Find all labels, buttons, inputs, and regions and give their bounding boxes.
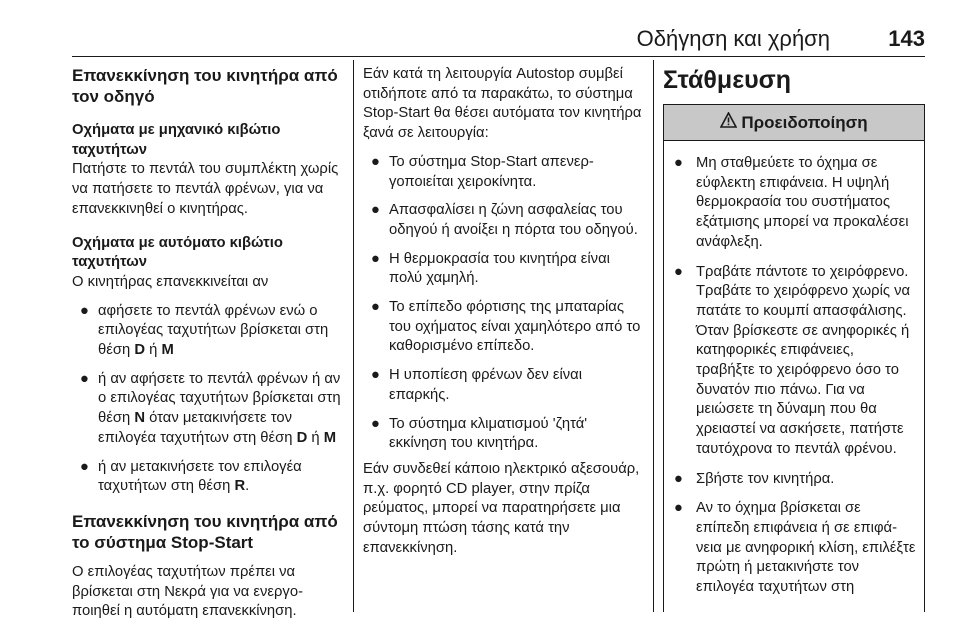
section-title: Οδήγηση και χρήση [636, 26, 830, 51]
list-item: ● Τραβάτε πάντοτε το χειρόφρενο. Τραβάτε το χειρόφρενο χωρίς να πατάτε το κουμπί απασφάλισης. Όταν βρίσκεστε σε ανηφορικές ή κατηφορικές επιφάνειες, τραβήξτε το χειρόφρενο όσο το δυνατόν πιο πάνω. Για να μειώσετε τη δύναμη που θα χρειαστεί να ασκήσετε, πατήστε ταυτόχρονα το πεντάλ φρένου. [674, 263, 911, 457]
bullet-icon: ● [371, 367, 380, 384]
page-header [72, 26, 925, 54]
list-item: ● Το επίπεδο φόρτισης της μπαταρίας του οχήματος είναι χαμηλότερο από το καθορισμένο επίπεδο. [371, 299, 641, 355]
bullet-icon: ● [80, 302, 89, 319]
list-item: ● Το σύστημα κλιματισμού 'ζητά' εκκίνηση του κινητήρα. [371, 415, 588, 452]
section-heading: Επανεκκίνηση του κινητήρα από τον οδηγό [72, 66, 338, 106]
section-heading: Επανεκκίνηση του κινητήρα από το σύστημα Stop-Start [72, 511, 338, 552]
list-item: ● Αν το όχημα βρίσκεται σε επίπεδη επιφάνεια ή σε επιφάνεια με ανηφορική κλίση, επιλέξτε πρώτη ή μετακινήστε τον επιλογέα ταχυτήτων στη [674, 500, 916, 596]
bullet-list [72, 302, 344, 497]
bullet-icon: ● [80, 458, 89, 475]
paragraph: Ο επιλογέας ταχυτήτων πρέπει να βρίσκεται στη Νεκρά για να ενεργοποιηθεί η αυτόματη επανεκκίνηση. [72, 563, 304, 620]
warning-triangle-icon [720, 112, 737, 133]
paragraph: Εάν συνδεθεί κάποιο ηλεκτρικό αξεσουάρ, π.χ. φορητό CD player, στην πρίζα ρεύματος, μπορεί να παρατηρήσετε μια σύντομη πτώση τάσης κατά την επανεκκίνηση. [363, 460, 640, 556]
list-item: ● Μη σταθμεύετε το όχημα σε εύφλεκτη επιφάνεια. Η υψηλή θερμοκρασία του συστήματος εξάτμισης μπορεί να προκαλέσει ανάφλεξη. [674, 155, 909, 250]
page-number: 143 [888, 26, 925, 51]
subheading-automatic: Οχήματα με αυτόματο κιβώτιο ταχυτήτων [72, 234, 283, 271]
bullet-list [672, 154, 916, 598]
column-divider [353, 60, 354, 612]
column-middle [363, 65, 644, 558]
bullet-list [363, 153, 644, 454]
bullet-icon: ● [674, 263, 683, 280]
bullet-icon: ● [371, 153, 380, 170]
column-left [72, 65, 344, 622]
list-item: ● ή αν αφήσετε το πεντάλ φρένων ή αν ο επιλογέας ταχυτήτων βρίσκεται στη θέση N όταν μετακινήσετε τον επιλογέα ταχυτήτων στη θέση D ή M [80, 370, 341, 446]
warning-box [663, 104, 925, 612]
list-item: ● Σβήστε τον κινητήρα. [672, 470, 916, 490]
list-item: ● ή αν μετακινήσετε τον επιλογέα ταχυτήτων στη θέση R. [80, 458, 302, 495]
paragraph: Πατήστε το πεντάλ του συμπλέκτη χωρίς να πατήσετε το πεντάλ φρένων, για να επανεκκινηθεί ο κινητήρας. [72, 161, 339, 217]
section-title-parking: Στάθμευση [663, 66, 792, 94]
warning-body [664, 141, 924, 598]
list-item: ● Απασφαλίσει η ζώνη ασφαλείας του οδηγού ή ανοίξει η πόρτα του οδηγού. [371, 202, 638, 238]
header-rule [72, 56, 925, 57]
list-item: ● Το σύστημα Stop-Start απενεργοποιείται χειροκίνητα. [371, 153, 594, 190]
bullet-icon: ● [80, 370, 89, 387]
bullet-icon: ● [674, 155, 683, 171]
warning-header [664, 105, 924, 141]
column-right [663, 65, 925, 95]
bullet-icon: ● [371, 250, 380, 267]
column-divider [653, 60, 654, 612]
list-item: ● αφήσετε το πεντάλ φρένων ενώ ο επιλογέας ταχυτήτων βρίσκεται στη θέση D ή M [80, 302, 329, 359]
list-item: ● Η θερμοκρασία του κινητήρα είναι πολύ χαμηλή. [371, 250, 610, 287]
list-item: ● Η υποπίεση φρένων δεν είναι επαρκής. [371, 367, 583, 403]
bullet-icon: ● [371, 415, 380, 432]
subheading-manual: Οχήματα με μηχανικό κιβώτιο ταχυτήτων [72, 122, 281, 158]
bullet-icon: ● [674, 500, 683, 517]
bullet-icon: ● [371, 202, 380, 219]
paragraph: Ο κινητήρας επανεκκινείται αν [72, 273, 269, 290]
bullet-icon: ● [371, 299, 380, 316]
warning-title: Προειδοποίηση [741, 112, 868, 132]
bullet-icon: ● [674, 470, 683, 487]
paragraph: Εάν κατά τη λειτουργία Autostop συμβεί οτιδήποτε από τα παρακάτω, το σύστημα Stop-Start θα θέσει αυτόματα τον κινητήρα ξανά σε λειτουργία: [363, 66, 642, 142]
